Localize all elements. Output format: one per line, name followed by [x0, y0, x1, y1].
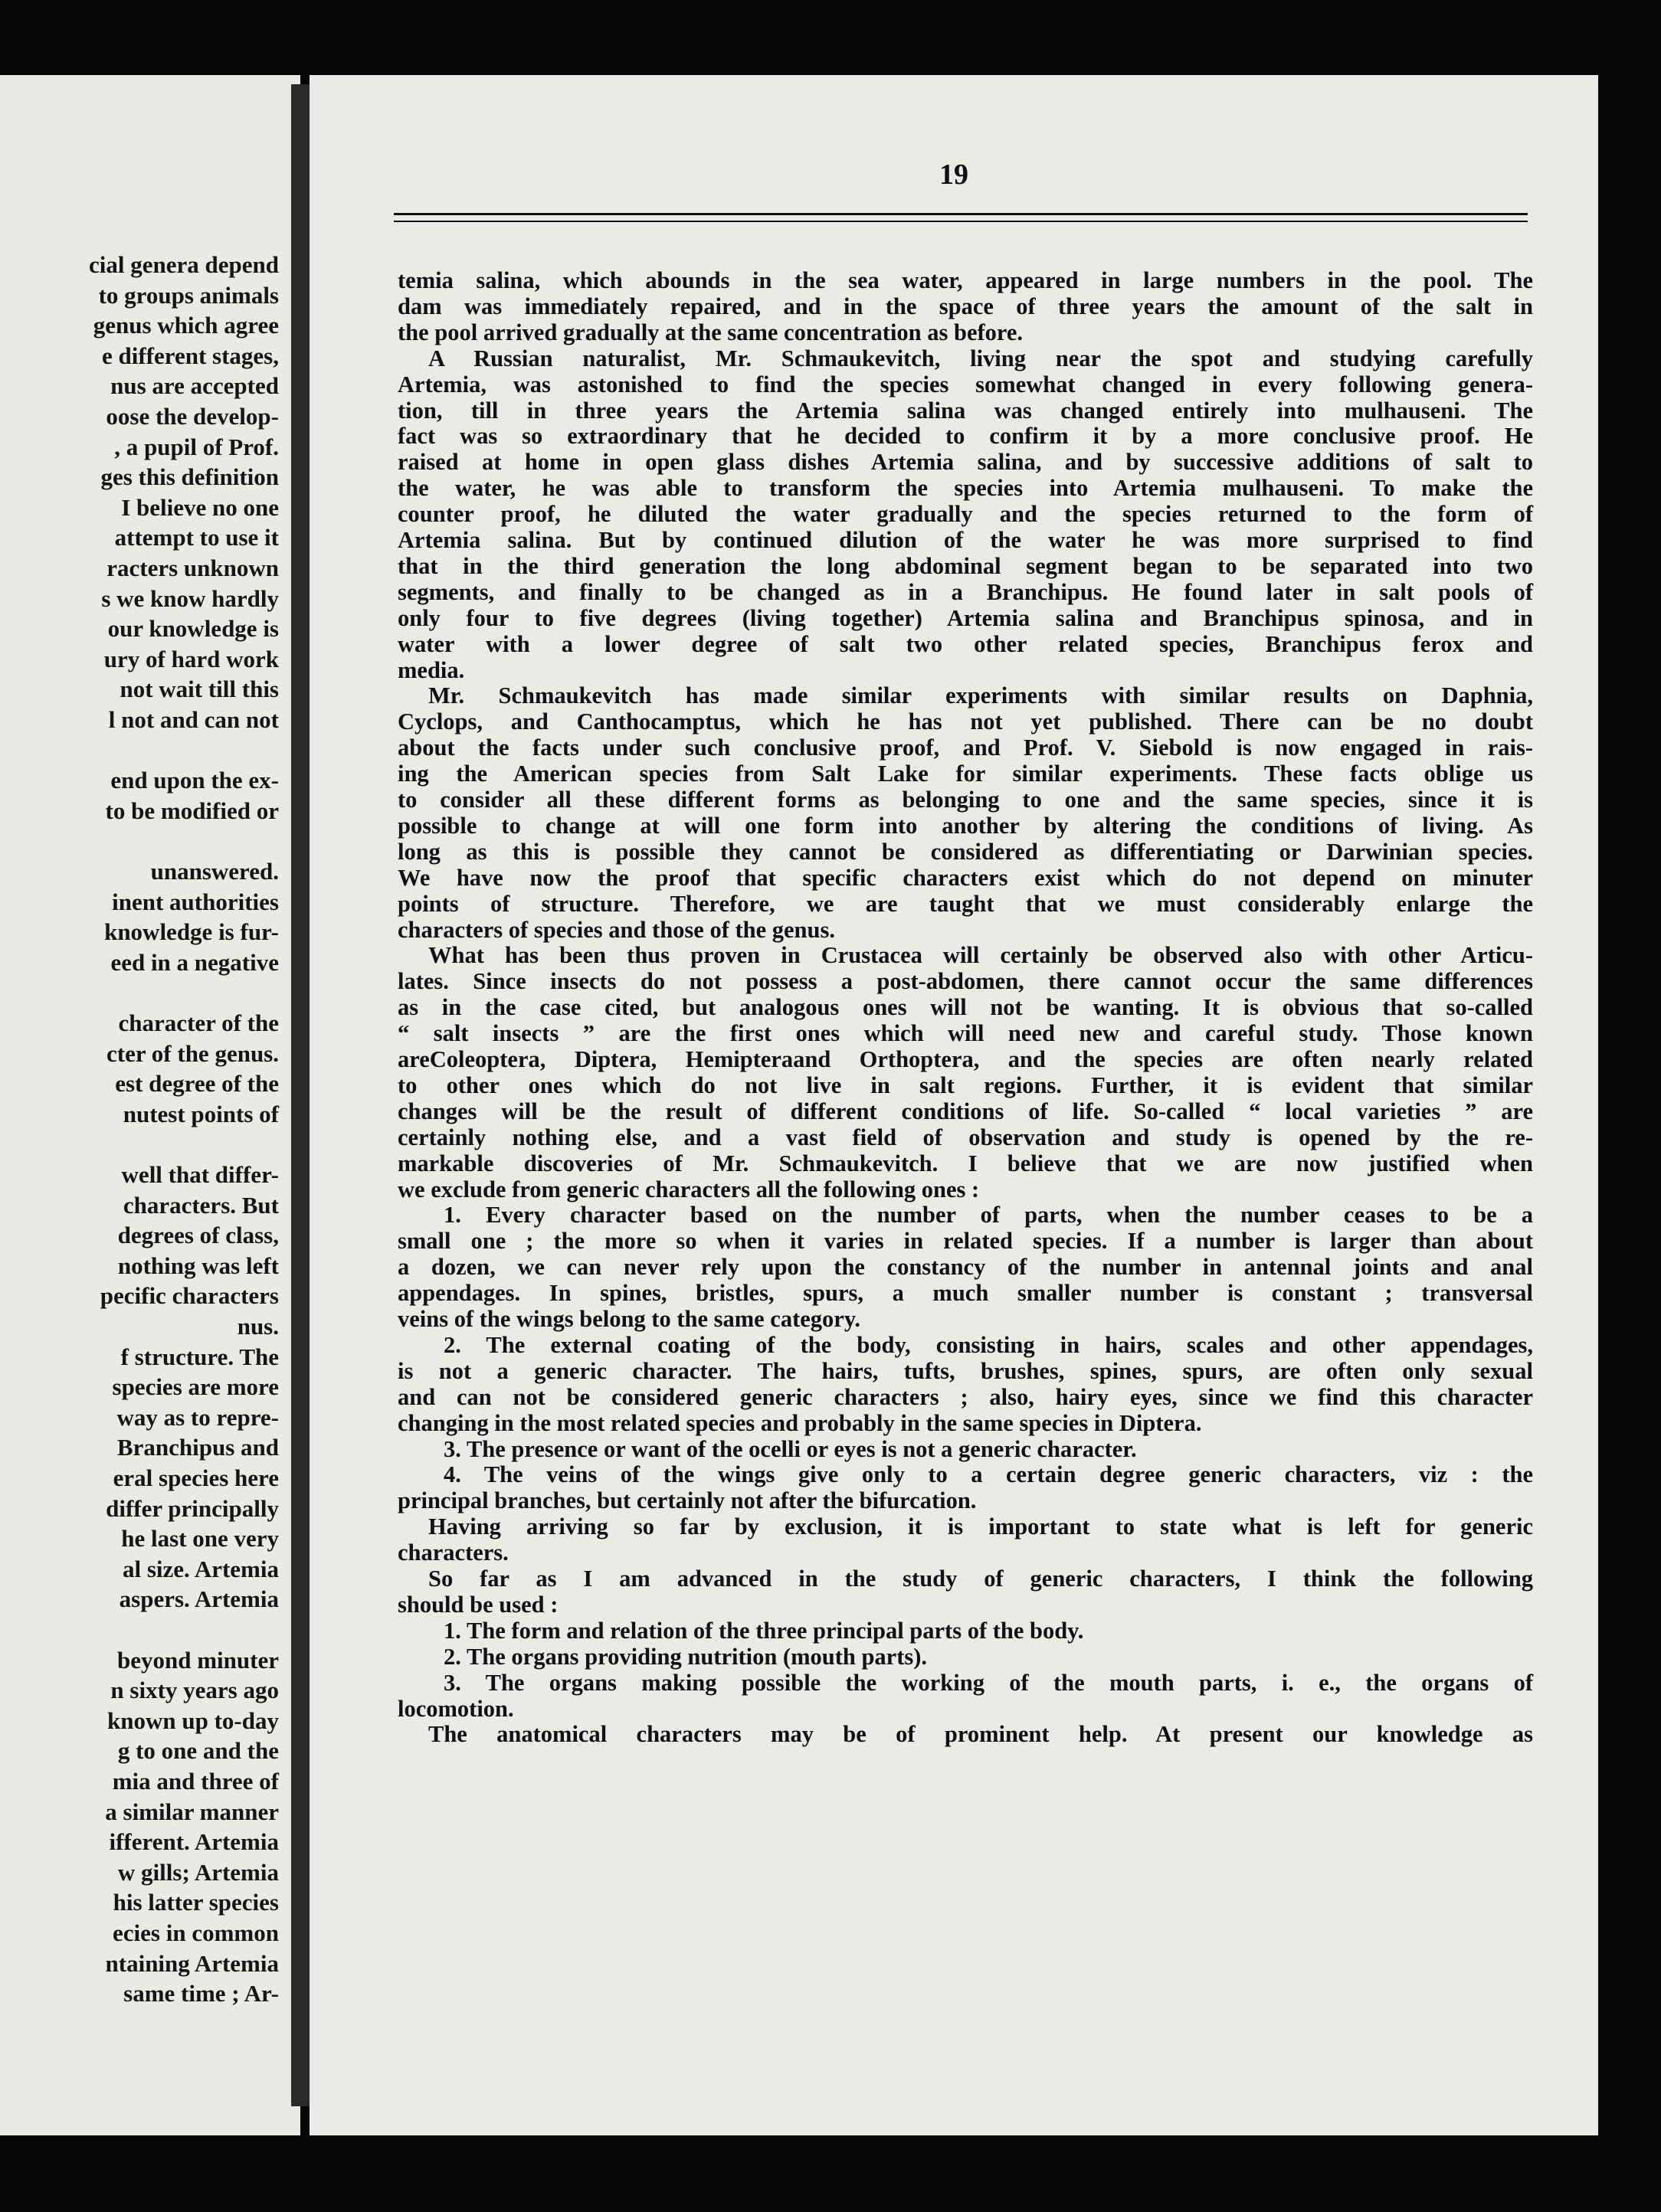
left-page-line: I believe no one — [121, 493, 279, 521]
body-text-line: What has been thus proven in Crustacea will certainly be observed also with other Articu- — [428, 942, 1533, 969]
left-page-line: eed in a negative — [110, 948, 279, 976]
left-page-line: genus which agree — [93, 312, 279, 339]
left-page-line: a similar manner — [105, 1798, 279, 1825]
body-text-line: 2. The external coating of the body, consisting in hairs, scales and other appendages, — [444, 1331, 1533, 1358]
left-page-line: pecific characters — [100, 1282, 279, 1310]
left-page-line: species are more — [112, 1373, 279, 1401]
body-text-line: 3. The organs making possible the working of the mouth parts, i. e., the organs of — [444, 1669, 1533, 1696]
body-text-line: “ salt insects ” are the first ones which will need new and careful study. Those known — [398, 1020, 1533, 1047]
body-text-line: changing in the most related species and probably in the same species in Diptera. — [398, 1409, 1202, 1436]
body-text-line: water with a lower degree of salt two other related species, Branchipus ferox and — [398, 630, 1533, 657]
left-page-line: our knowledge is — [107, 615, 279, 643]
body-text-line: appendages. In spines, bristles, spurs, a much smaller number is constant ; transversal — [398, 1280, 1533, 1307]
left-page-line: e different stages, — [101, 342, 279, 369]
left-page-line: racters unknown — [106, 555, 279, 581]
left-page-line: n sixty years ago — [110, 1677, 279, 1704]
body-text-line: markable discoveries of Mr. Schmaukevitch. I believe that we are now justified when — [398, 1150, 1533, 1176]
left-page-line: al size. Artemia — [122, 1555, 279, 1582]
body-text-line: temia salina, which abounds in the sea water, appeared in large numbers in the pool. The — [398, 267, 1533, 293]
body-text-line: should be used : — [398, 1591, 559, 1618]
body-text-line: about the facts under such conclusive proof, and Prof. V. Siebold is now engaged in rais- — [398, 735, 1533, 761]
left-page-line: to groups animals — [98, 281, 279, 309]
left-page — [0, 75, 300, 2135]
left-page-line: mia and three of — [112, 1768, 279, 1795]
body-text-line: possible to change at will one form into another by altering the conditions of living. As — [398, 812, 1533, 839]
left-page-line: nus are accepted — [110, 372, 279, 400]
left-page-line: cter of the genus. — [106, 1039, 279, 1067]
right-page — [310, 75, 1598, 2135]
body-text-line: Artemia, was astonished to find the species somewhat changed in every following genera- — [398, 371, 1533, 398]
body-text-line: is not a generic character. The hairs, tufts, brushes, spines, spurs, are often only sexual — [398, 1357, 1533, 1384]
left-page-line: cial genera depend — [89, 251, 279, 278]
body-text-line: Artemia salina. But by continued dilution of the water he was more surprised to find — [398, 527, 1533, 553]
left-page-line: nothing was left — [117, 1252, 279, 1279]
left-page-line: well that differ- — [121, 1161, 279, 1188]
body-text-line: we exclude from generic characters all the following ones : — [398, 1176, 980, 1203]
left-page-line: w gills; Artemia — [117, 1858, 279, 1886]
left-page-line: differ principally — [106, 1494, 279, 1522]
body-text-line: A Russian naturalist, Mr. Schmaukevitch, living near the spot and studying carefully — [428, 345, 1533, 371]
left-page-line: way as to repre- — [116, 1403, 279, 1431]
body-text-line: So far as I am advanced in the study of generic characters, I think the following — [428, 1566, 1533, 1592]
left-page-line: degrees of class, — [117, 1222, 279, 1249]
left-page-line: beyond minuter — [117, 1646, 279, 1674]
left-page-line: character of the — [118, 1009, 279, 1036]
body-text-line: areColeoptera, Diptera, Hemipteraand Orthoptera, and the species are often nearly related — [398, 1046, 1533, 1072]
left-page-line: attempt to use it — [114, 524, 279, 551]
body-text-line: 1. Every character based on the number of parts, when the number ceases to be a — [444, 1202, 1533, 1229]
body-text-line: characters. — [398, 1540, 509, 1566]
body-text-line: characters of species and those of the genus. — [398, 916, 835, 943]
left-page-line: f structure. The — [120, 1343, 279, 1370]
body-text-line: media. — [398, 656, 465, 683]
left-page-line: ifferent. Artemia — [109, 1828, 279, 1856]
body-text-line: tion, till in three years the Artemia salina was changed entirely into mulhauseni. The — [398, 397, 1533, 424]
body-text-line: points of structure. Therefore, we are taught that we must considerably enlarge the — [398, 890, 1533, 917]
left-page-line: ecies in common — [113, 1919, 279, 1946]
body-text-line: 2. The organs providing nutrition (mouth parts). — [444, 1643, 927, 1670]
left-page-line: eral species here — [113, 1464, 279, 1491]
page-number: 19 — [939, 159, 968, 191]
left-page-line: known up to-day — [107, 1706, 279, 1734]
body-text-line: fact was so extraordinary that he decided to confirm it by a more conclusive proof. He — [398, 423, 1533, 450]
body-text-line: lates. Since insects do not possess a post-abdomen, there cannot occur the same differences — [398, 968, 1533, 995]
left-page-line: nutest points of — [123, 1100, 279, 1127]
body-text-line: Cyclops, and Canthocamptus, which he has not yet published. There can be no doubt — [398, 708, 1533, 735]
body-text-line: Mr. Schmaukevitch has made similar experiments with similar results on Daphnia, — [428, 682, 1533, 709]
left-page-line: knowledge is fur- — [104, 918, 279, 946]
left-page-line: ntaining Artemia — [105, 1949, 279, 1977]
left-page-line: est degree of the — [115, 1070, 279, 1098]
body-text-line: the water, he was able to transform the species into Artemia mulhauseni. To make the — [398, 475, 1533, 502]
left-page-line: oose the develop- — [106, 403, 279, 430]
left-page-line: his latter species — [113, 1889, 279, 1916]
left-page-line: not wait till this — [120, 676, 279, 703]
left-page-line: nus. — [237, 1313, 279, 1340]
body-text-line: and can not be considered generic characters ; also, hairy eyes, since we find this character — [398, 1383, 1533, 1410]
body-text-line: to consider all these different forms as belonging to one and the same species, since it is — [398, 787, 1533, 813]
body-text-line: to other ones which do not live in salt regions. Further, it is evident that similar — [398, 1072, 1533, 1098]
left-page-line: ury of hard work — [103, 645, 279, 672]
body-text-line: 1. The form and relation of the three principal parts of the body. — [444, 1617, 1084, 1644]
left-page-line: he last one very — [121, 1525, 279, 1553]
body-text-line: ing the American species from Salt Lake for similar experiments. These facts oblige us — [398, 761, 1533, 787]
left-page-line: unanswered. — [150, 858, 279, 885]
body-text-line: small one ; the more so when it varies in related species. If a number is larger than about — [398, 1228, 1533, 1255]
left-page-line: aspers. Artemia — [119, 1585, 279, 1613]
body-text-line: as in the case cited, but analogous ones will not be wanting. It is obvious that so-called — [398, 994, 1533, 1021]
body-text-line: segments, and finally to be changed as in a Branchipus. He found later in salt pools of — [398, 578, 1533, 605]
left-page-line: same time ; Ar- — [123, 1980, 279, 2007]
body-text-line: 4. The veins of the wings give only to a certain degree generic characters, viz : the — [444, 1461, 1533, 1488]
body-text-line: certainly nothing else, and a vast field of observation and study is opened by the re- — [398, 1124, 1533, 1150]
left-page-line: s we know hardly — [101, 584, 279, 612]
header-rule-top — [394, 213, 1528, 215]
left-page-line: g to one and the — [117, 1737, 279, 1765]
left-page-line: to be modified or — [105, 797, 279, 824]
body-text-line: changes will be the result of different conditions of life. So-called “ local varieties ” are — [398, 1098, 1533, 1124]
book-gutter — [291, 84, 310, 2106]
body-text-line: counter proof, he diluted the water gradually and the species returned to the form of — [398, 501, 1533, 528]
left-page-line: Branchipus and — [116, 1434, 279, 1461]
body-text-line: long as this is possible they cannot be considered as differentiating or Darwinian species. — [398, 838, 1533, 865]
body-text-line: only four to five degrees (living together) Artemia salina and Branchipus spinosa, and in — [398, 604, 1533, 631]
left-page-line: l not and can not — [108, 706, 279, 733]
body-text-line: a dozen, we can never rely upon the constancy of the number in antennal joints and anal — [398, 1254, 1533, 1281]
body-text-line: veins of the wings belong to the same category. — [398, 1306, 861, 1332]
left-page-line: inent authorities — [112, 888, 279, 915]
body-text-line: We have now the proof that specific characters exist which do not depend on minuter — [398, 864, 1533, 891]
body-text-line: 3. The presence or want of the ocelli or eyes is not a generic character. — [444, 1435, 1137, 1462]
left-page-line: ges this definition — [100, 463, 279, 491]
left-page-line: end upon the ex- — [110, 767, 279, 794]
left-page-line: characters. But — [123, 1191, 279, 1219]
body-text-line: raised at home in open glass dishes Artemia salina, and by successive additions of salt to — [398, 449, 1533, 476]
left-page-line: , a pupil of Prof. — [114, 433, 279, 460]
body-text-line: locomotion. — [398, 1695, 514, 1722]
body-text-line: Having arriving so far by exclusion, it is important to state what is left for generic — [428, 1513, 1533, 1540]
body-text-line: that in the third generation the long abdominal segment began to be separated into two — [398, 552, 1533, 579]
body-text-line: the pool arrived gradually at the same concentration as before. — [398, 319, 1024, 345]
body-text-line: dam was immediately repaired, and in the space of three years the amount of the salt in — [398, 293, 1533, 319]
header-rule-bottom — [394, 221, 1528, 222]
body-text-line: The anatomical characters may be of prominent help. At present our knowledge as — [428, 1721, 1533, 1748]
body-text-line: principal branches, but certainly not after the bifurcation. — [398, 1487, 977, 1514]
